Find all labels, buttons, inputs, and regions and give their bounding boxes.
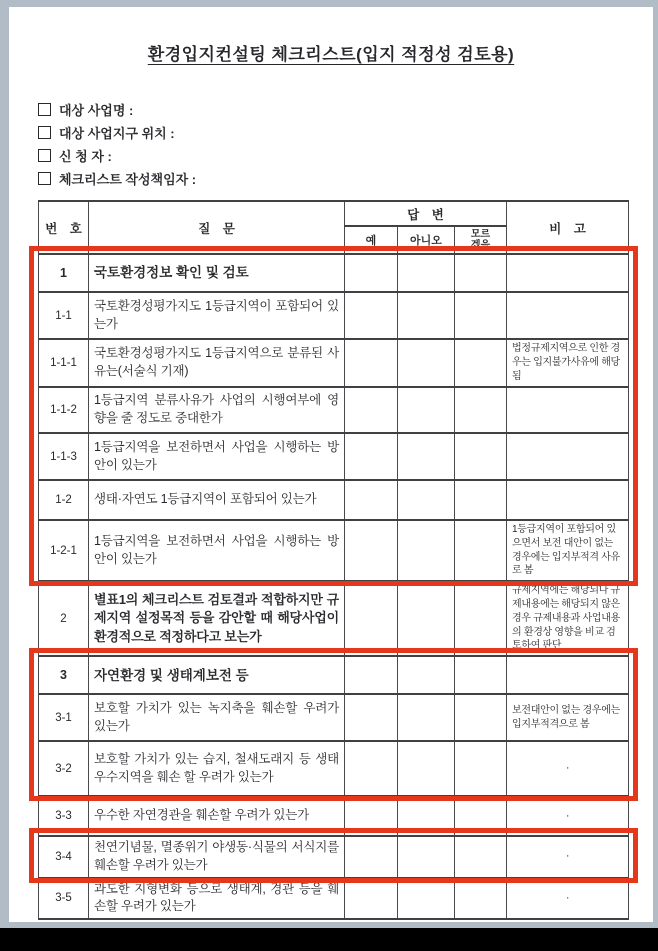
answer-cell-yes xyxy=(345,254,398,292)
answer-cell-dontknow xyxy=(455,878,507,920)
remark-text: 법정규제지역으로 인한 경우는 입지불가사유에 해당됨 xyxy=(507,339,629,387)
field-label: 대상 사업명 : xyxy=(59,103,134,118)
row-number: 1-1-2 xyxy=(39,387,89,433)
answer-cell-no xyxy=(398,480,455,520)
page-title: 환경입지컨설팅 체크리스트(입지 적정성 검토용) xyxy=(147,45,515,64)
table-row xyxy=(39,796,629,836)
answer-cell-yes xyxy=(345,433,398,480)
remark-text: 규제지역에는 해당되나 규제내용에는 해당되지 않은 경우 규제내용과 사업내용의 환경상 영향을 비교 검토하여 판단 xyxy=(507,581,629,656)
table-row xyxy=(39,520,629,581)
answer-cell-yes xyxy=(345,292,398,339)
field-project-name xyxy=(38,103,196,118)
answer-cell-dontknow xyxy=(455,656,507,694)
table-row xyxy=(39,339,629,387)
row-number: 1-1-3 xyxy=(39,433,89,480)
question-text: 별표1의 체크리스트 검토결과 적합하지만 규제지역 설정목적 등을 감안할 때 해당사업이 환경적으로 적정하다고 보는가 xyxy=(89,581,345,656)
row-number: 3-5 xyxy=(39,878,89,920)
row-number: 3-3 xyxy=(39,796,89,836)
answer-cell-no xyxy=(398,878,455,920)
question-text: 자연환경 및 생태계보전 등 xyxy=(89,656,345,694)
row-number: 1-2-1 xyxy=(39,520,89,581)
header-question: 질 문 xyxy=(89,201,345,254)
answer-cell-no xyxy=(398,254,455,292)
remark-text: · xyxy=(507,796,629,836)
answer-cell-dontknow xyxy=(455,520,507,581)
header-answer-dontknow: 모르겠음 xyxy=(455,226,507,254)
header-answer-yes: 예 xyxy=(345,226,398,254)
checkbox-icon xyxy=(38,149,51,162)
remark-text xyxy=(507,656,629,694)
answer-cell-dontknow xyxy=(455,694,507,741)
question-text: 국토환경정보 확인 및 검토 xyxy=(89,254,345,292)
answer-cell-no xyxy=(398,387,455,433)
answer-cell-dontknow xyxy=(455,796,507,836)
row-number: 3-2 xyxy=(39,741,89,796)
question-text: 국토환경성평가지도 1등급지역으로 분류된 사유는(서술식 기재) xyxy=(89,339,345,387)
answer-cell-no xyxy=(398,741,455,796)
answer-cell-dontknow xyxy=(455,292,507,339)
row-number: 1-2 xyxy=(39,480,89,520)
question-text: 생태·자연도 1등급지역이 포함되어 있는가 xyxy=(89,480,345,520)
table-row xyxy=(39,581,629,656)
question-text: 국토환경성평가지도 1등급지역이 포함되어 있는가 xyxy=(89,292,345,339)
form-fields xyxy=(38,103,196,187)
field-applicant xyxy=(38,149,196,164)
table-row xyxy=(39,878,629,920)
answer-cell-no xyxy=(398,581,455,656)
question-text: 1등급지역을 보전하면서 사업을 시행하는 방안이 있는가 xyxy=(89,433,345,480)
row-number: 3-1 xyxy=(39,694,89,741)
table-row xyxy=(39,480,629,520)
answer-cell-yes xyxy=(345,694,398,741)
question-text: 1등급지역을 보전하면서 사업을 시행하는 방안이 있는가 xyxy=(89,520,345,581)
table-row xyxy=(39,254,629,292)
checklist-table xyxy=(38,200,629,920)
answer-cell-yes xyxy=(345,836,398,878)
table-row xyxy=(39,741,629,796)
remark-text xyxy=(507,387,629,433)
question-text: 보호할 가치가 있는 녹지축을 훼손할 우려가 있는가 xyxy=(89,694,345,741)
answer-cell-yes xyxy=(345,520,398,581)
field-project-location xyxy=(38,126,196,141)
remark-text xyxy=(507,292,629,339)
row-number: 3 xyxy=(39,656,89,694)
answer-cell-no xyxy=(398,656,455,694)
answer-cell-yes xyxy=(345,741,398,796)
header-number: 번 호 xyxy=(39,201,89,254)
answer-cell-dontknow xyxy=(455,387,507,433)
answer-cell-dontknow xyxy=(455,480,507,520)
question-text: 우수한 자연경관을 훼손할 우려가 있는가 xyxy=(89,796,345,836)
bottom-bar xyxy=(0,928,658,951)
remark-text xyxy=(507,480,629,520)
question-text: 1등급지역 분류사유가 사업의 시행여부에 영향을 줄 정도로 중대한가 xyxy=(89,387,345,433)
answer-cell-dontknow xyxy=(455,433,507,480)
remark-text: · xyxy=(507,878,629,920)
remark-text: · xyxy=(507,741,629,796)
answer-cell-dontknow xyxy=(455,339,507,387)
answer-cell-no xyxy=(398,836,455,878)
table-row xyxy=(39,836,629,878)
answer-cell-no xyxy=(398,796,455,836)
header-answer-no: 아니오 xyxy=(398,226,455,254)
answer-cell-no xyxy=(398,520,455,581)
field-label: 체크리스트 작성책임자 : xyxy=(59,172,197,187)
remark-text: 1등급지역이 포함되어 있으면서 보전 대안이 없는 경우에는 입지부적격 사유로 봄 xyxy=(507,520,629,581)
checkbox-icon xyxy=(38,172,51,185)
table-row xyxy=(39,387,629,433)
answer-cell-yes xyxy=(345,581,398,656)
answer-cell-no xyxy=(398,292,455,339)
row-number: 1-1-1 xyxy=(39,339,89,387)
question-text: 보호할 가치가 있는 습지, 철새도래지 등 생태우수지역을 훼손 할 우려가 있는가 xyxy=(89,741,345,796)
table-row xyxy=(39,656,629,694)
answer-cell-yes xyxy=(345,480,398,520)
answer-cell-yes xyxy=(345,656,398,694)
row-number: 1-1 xyxy=(39,292,89,339)
remark-text: · xyxy=(507,836,629,878)
answer-cell-no xyxy=(398,433,455,480)
remark-text: 보전대안이 없는 경우에는 입지부적격으로 봄 xyxy=(507,694,629,741)
question-text: 과도한 지형변화 등으로 생태계, 경관 등을 훼손할 우려가 있는가 xyxy=(89,878,345,920)
answer-cell-yes xyxy=(345,339,398,387)
answer-cell-yes xyxy=(345,387,398,433)
answer-cell-dontknow xyxy=(455,254,507,292)
checkbox-icon xyxy=(38,103,51,116)
header-remark: 비 고 xyxy=(507,201,629,254)
answer-cell-dontknow xyxy=(455,581,507,656)
header-answer: 답 변 xyxy=(345,201,507,226)
table-row xyxy=(39,292,629,339)
row-number: 3-4 xyxy=(39,836,89,878)
answer-cell-no xyxy=(398,694,455,741)
answer-cell-no xyxy=(398,339,455,387)
question-text: 천연기념물, 멸종위기 야생동·식물의 서식지를 훼손할 우려가 있는가 xyxy=(89,836,345,878)
table-row xyxy=(39,433,629,480)
field-label: 대상 사업지구 위치 : xyxy=(59,126,175,141)
answer-cell-dontknow xyxy=(455,836,507,878)
table-row xyxy=(39,694,629,741)
field-checklist-author xyxy=(38,172,196,187)
checkbox-icon xyxy=(38,126,51,139)
document-page xyxy=(9,7,653,922)
field-label: 신 청 자 : xyxy=(59,149,112,164)
remark-text xyxy=(507,254,629,292)
remark-text xyxy=(507,433,629,480)
answer-cell-yes xyxy=(345,878,398,920)
row-number: 1 xyxy=(39,254,89,292)
answer-cell-dontknow xyxy=(455,741,507,796)
row-number: 2 xyxy=(39,581,89,656)
answer-cell-yes xyxy=(345,796,398,836)
table-header xyxy=(39,201,629,254)
